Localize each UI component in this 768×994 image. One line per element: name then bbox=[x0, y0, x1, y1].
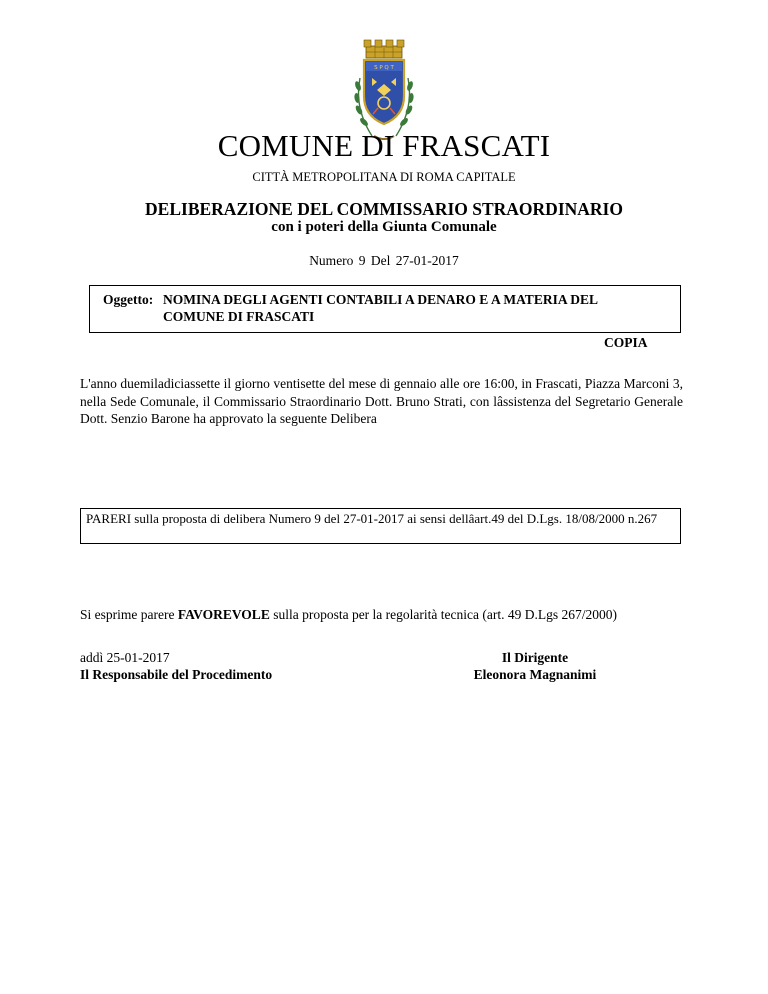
pareri-text: PARERI sulla proposta di delibera Numero 9 del 27-01-2017 ai sensi dellâart.49 del D.Lgs. 18/08/2000 n.267 bbox=[86, 511, 658, 526]
copia-label: COPIA bbox=[604, 335, 648, 350]
parere-paragraph bbox=[80, 606, 683, 624]
citta-metropolitana-subtitle: CITTÀ METROPOLITANA DI ROMA CAPITALE bbox=[252, 170, 516, 184]
svg-text:S P Q T: S P Q T bbox=[374, 65, 394, 71]
deliberazione-title: DELIBERAZIONE DEL COMMISSARIO STRAORDINARIO bbox=[145, 199, 623, 219]
dirigente-name: Eleonora Magnanimi bbox=[473, 667, 597, 682]
deliberazione-number-date: Numero 9 Del 27-01-2017 bbox=[309, 253, 459, 268]
parere-prefix: Si esprime parere bbox=[80, 607, 175, 622]
oggetto-text-line1: NOMINA DEGLI AGENTI CONTABILI A DENARO E A MATERIA DEL bbox=[163, 292, 598, 307]
oggetto-label: Oggetto: bbox=[103, 292, 154, 307]
parere-suffix: sulla proposta per la regolarità tecnica (art. 49 D.Lgs 267/2000) bbox=[273, 607, 617, 622]
signature-date: addì 25-01-2017 bbox=[80, 650, 170, 665]
deliberazione-subtitle: con i poteri della Giunta Comunale bbox=[271, 219, 497, 235]
dirigente-title: Il Dirigente bbox=[501, 650, 569, 665]
intro-paragraph: L'anno duemiladiciassette il giorno ventisette del mese di gennaio alle ore 16:00, in Frascati, Piazza Marconi 3, nella Sede Comunale, il Commissario Straordinario Dott. Bruno Strati, con lâssistenza del Segretario Generale Dott. Senzio Barone ha approvato la seguente Delibera bbox=[80, 376, 683, 426]
crown-icon bbox=[364, 40, 404, 58]
comune-title: COMUNE DI FRASCATI bbox=[217, 128, 551, 163]
oggetto-text-line2: COMUNE DI FRASCATI bbox=[163, 309, 315, 324]
responsabile-procedimento: Il Responsabile del Procedimento bbox=[80, 667, 273, 682]
shield-icon bbox=[364, 60, 404, 124]
parere-esito: FAVOREVOLE bbox=[177, 607, 270, 622]
